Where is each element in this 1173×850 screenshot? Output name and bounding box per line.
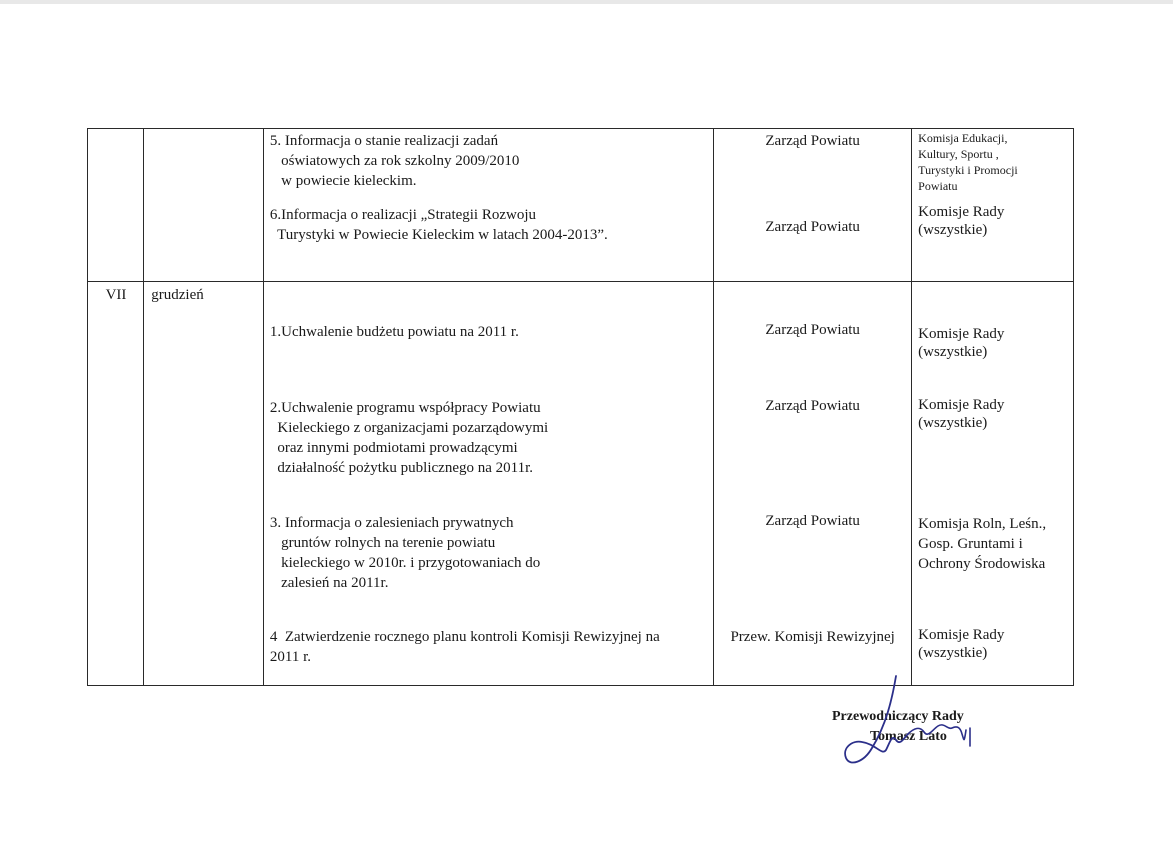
committee-cell <box>912 129 1074 282</box>
committee-line: Turystyki i Promocji <box>918 163 1018 177</box>
work-plan-table <box>87 128 1074 686</box>
committee-line: Komisja Roln, Leśn., <box>918 516 1047 532</box>
topic-line: oświatowych za rok szkolny 2009/2010 <box>269 153 520 169</box>
topic-line: 3. Informacja o zalesieniach prywatnych <box>269 515 514 531</box>
responsible: Przew. Komisji Rewizyjnej <box>730 629 895 645</box>
topic-line: 5. Informacja o stanie realizacji zadań <box>269 133 499 149</box>
signature-block <box>820 670 1020 780</box>
topic-line: 6.Informacja o realizacji „Strategii Rozwoju <box>269 207 537 223</box>
responsible: Zarząd Powiatu <box>765 398 860 414</box>
committee-line: (wszystkie) <box>918 344 988 360</box>
committee-line: Komisje Rady <box>918 627 1005 643</box>
topic-cell <box>263 129 713 282</box>
signatory-name: Tomasz Lato <box>870 729 947 744</box>
month-cell <box>144 282 264 686</box>
committee-line: Komisje Rady <box>918 397 1005 413</box>
responsible-cell <box>714 282 912 686</box>
committee-line: (wszystkie) <box>918 645 988 661</box>
committee-line: Komisje Rady <box>918 204 1005 220</box>
signatory-title: Przewodniczący Rady <box>832 709 964 724</box>
responsible-cell <box>714 129 912 282</box>
responsible: Zarząd Powiatu <box>765 133 860 149</box>
topic-line: 1.Uchwalenie budżetu powiatu na 2011 r. <box>269 324 519 340</box>
topic-line: 2011 r. <box>269 649 311 665</box>
committee-line: Komisja Edukacji, <box>918 131 1008 145</box>
committee-line: Kultury, Sportu , <box>918 147 999 161</box>
committee-cell <box>912 282 1074 686</box>
topic-line: 2.Uchwalenie programu współpracy Powiatu <box>269 400 541 416</box>
topic-line: gruntów rolnych na terenie powiatu <box>269 535 496 551</box>
table-row <box>88 129 1074 282</box>
handwritten-signature <box>820 670 1020 780</box>
row-number-cell <box>88 129 144 282</box>
month-cell <box>144 129 264 282</box>
row-number-cell <box>88 282 144 686</box>
committee-line: Gosp. Gruntami i <box>918 536 1023 552</box>
topic-line: Kieleckiego z organizacjami pozarządowymi <box>269 420 549 436</box>
topic-line: w powiecie kieleckim. <box>269 173 417 189</box>
topic-cell <box>263 282 713 686</box>
responsible: Zarząd Powiatu <box>765 219 860 235</box>
topic-line: 4 Zatwierdzenie rocznego planu kontroli Komisji Rewizyjnej na <box>269 629 660 645</box>
responsible: Zarząd Powiatu <box>765 513 860 529</box>
committee-line: Powiatu <box>918 179 958 193</box>
committee-line: (wszystkie) <box>918 415 988 431</box>
topic-line: działalność pożytku publicznego na 2011r. <box>269 460 533 476</box>
row-number: VII <box>105 287 127 303</box>
table-row <box>88 282 1074 686</box>
topic-line: zalesień na 2011r. <box>269 575 389 591</box>
month: grudzień <box>151 287 204 303</box>
scan-edge <box>0 0 1173 4</box>
topic-line: Turystyki w Powiecie Kieleckim w latach 2004-2013”. <box>269 227 608 243</box>
committee-line: Ochrony Środowiska <box>918 556 1046 572</box>
committee-line: (wszystkie) <box>918 222 988 238</box>
committee-line: Komisje Rady <box>918 326 1005 342</box>
topic-line: kieleckiego w 2010r. i przygotowaniach do <box>269 555 541 571</box>
responsible: Zarząd Powiatu <box>765 322 860 338</box>
topic-line: oraz innymi podmiotami prowadzącymi <box>269 440 518 456</box>
